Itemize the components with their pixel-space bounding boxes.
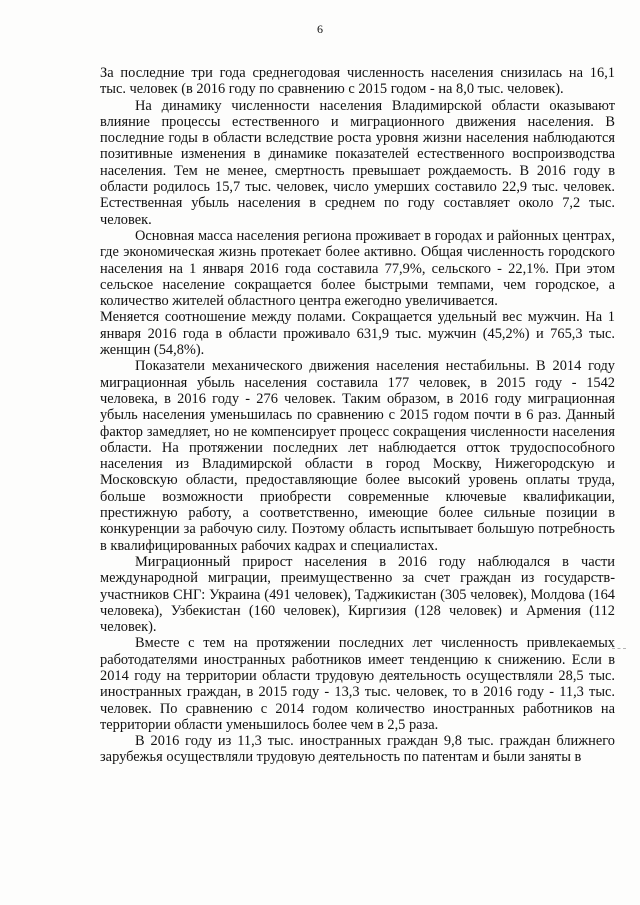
paragraph-urban-rural: Основная масса населения региона проживает в городах и районных центрах, где экономическая жизнь протекает более активно. Общая численность городского населения на 1 января 2016 года составила 77,9%, сельского - 22,1%. При этом сельское население сокращается более быстрыми темпами, чем городское, а количество жителей областного центра ежегодно увеличивается.	[100, 227, 615, 310]
paragraph-foreign-workers: Вместе с тем на протяжении последних лет численность привлекаемых работодателями иностранных работников имеет тенденцию к снижению. Если в 2014 году на территории области трудовую деятельность осуществляли 28,5 тыс. иностранных граждан, в 2015 году - 13,3 тыс. человек, то в 2016 году - 11,3 тыс. человек. По сравнению с 2014 годом количество иностранных работников на территории области уменьшилось более чем в 2,5 раза.	[100, 635, 615, 733]
paragraph-international-migration: Миграционный прирост населения в 2016 году наблюдался в части международной миграции, преимущественно за счет граждан из государств-участников СНГ: Украина (491 человек), Таджикистан (305 человек), Молдова (164 человека), Узбекистан (160 человек), Киргизия (128 человек) и Армения (112 человек).	[100, 553, 615, 636]
paragraph-population-decline: За последние три года среднегодовая численность населения снизилась на 16,1 тыс. человек (в 2016 году по сравнению с 2015 годом - на 8,0 тыс. человек).	[100, 65, 615, 98]
page-number: 6	[317, 22, 323, 36]
paragraph-migration: Показатели механического движения населения нестабильны. В 2014 году миграционная убыль населения составила 177 человек, в 2015 году - 1542 человека, в 2016 году - 276 человек. Таким образом, в 2016 году миграционная убыль населения уменьшилась по сравнению с 2015 годом почти в 6 раз. Данный фактор замедляет, но не компенсирует процесс сокращения численности населения области. На протяжении последних лет наблюдается отток трудоспособного населения из Владимирской области в город Москву, Нижегородскую и Московскую области, предоставляющие более высокий уровень оплаты труда, больше возможности приобрести современные ключевые квалификации, престижную работу, а соответственно, имеющие более сильные позиции в конкуренции за рабочую силу. Поэтому область испытывает большую потребность в квалифицированных рабочих кадрах и специалистах.	[100, 358, 615, 554]
margin-mark	[612, 648, 626, 649]
paragraph-gender-ratio: Меняется соотношение между полами. Сокращается удельный вес мужчин. На 1 января 2016 года в области проживало 631,9 тыс. мужчин (45,2%) и 765,3 тыс. женщин (54,8%).	[100, 309, 615, 359]
document-body	[100, 65, 615, 766]
paragraph-patents: В 2016 году из 11,3 тыс. иностранных граждан 9,8 тыс. граждан ближнего зарубежья осуществляли трудовую деятельность по патентам и были заняты в	[100, 733, 615, 766]
paragraph-natural-movement: На динамику численности населения Владимирской области оказывают влияние процессы естественного и миграционного движения населения. В последние годы в области вследствие роста уровня жизни населения наблюдаются позитивные изменения в динамике показателей естественного воспроизводства населения. Тем не менее, смертность превышает рождаемость. В 2016 году в области родилось 15,7 тыс. человек, число умерших составило 22,9 тыс. человек. Естественная убыль населения в среднем по году составляет около 7,2 тыс. человек.	[100, 97, 615, 228]
